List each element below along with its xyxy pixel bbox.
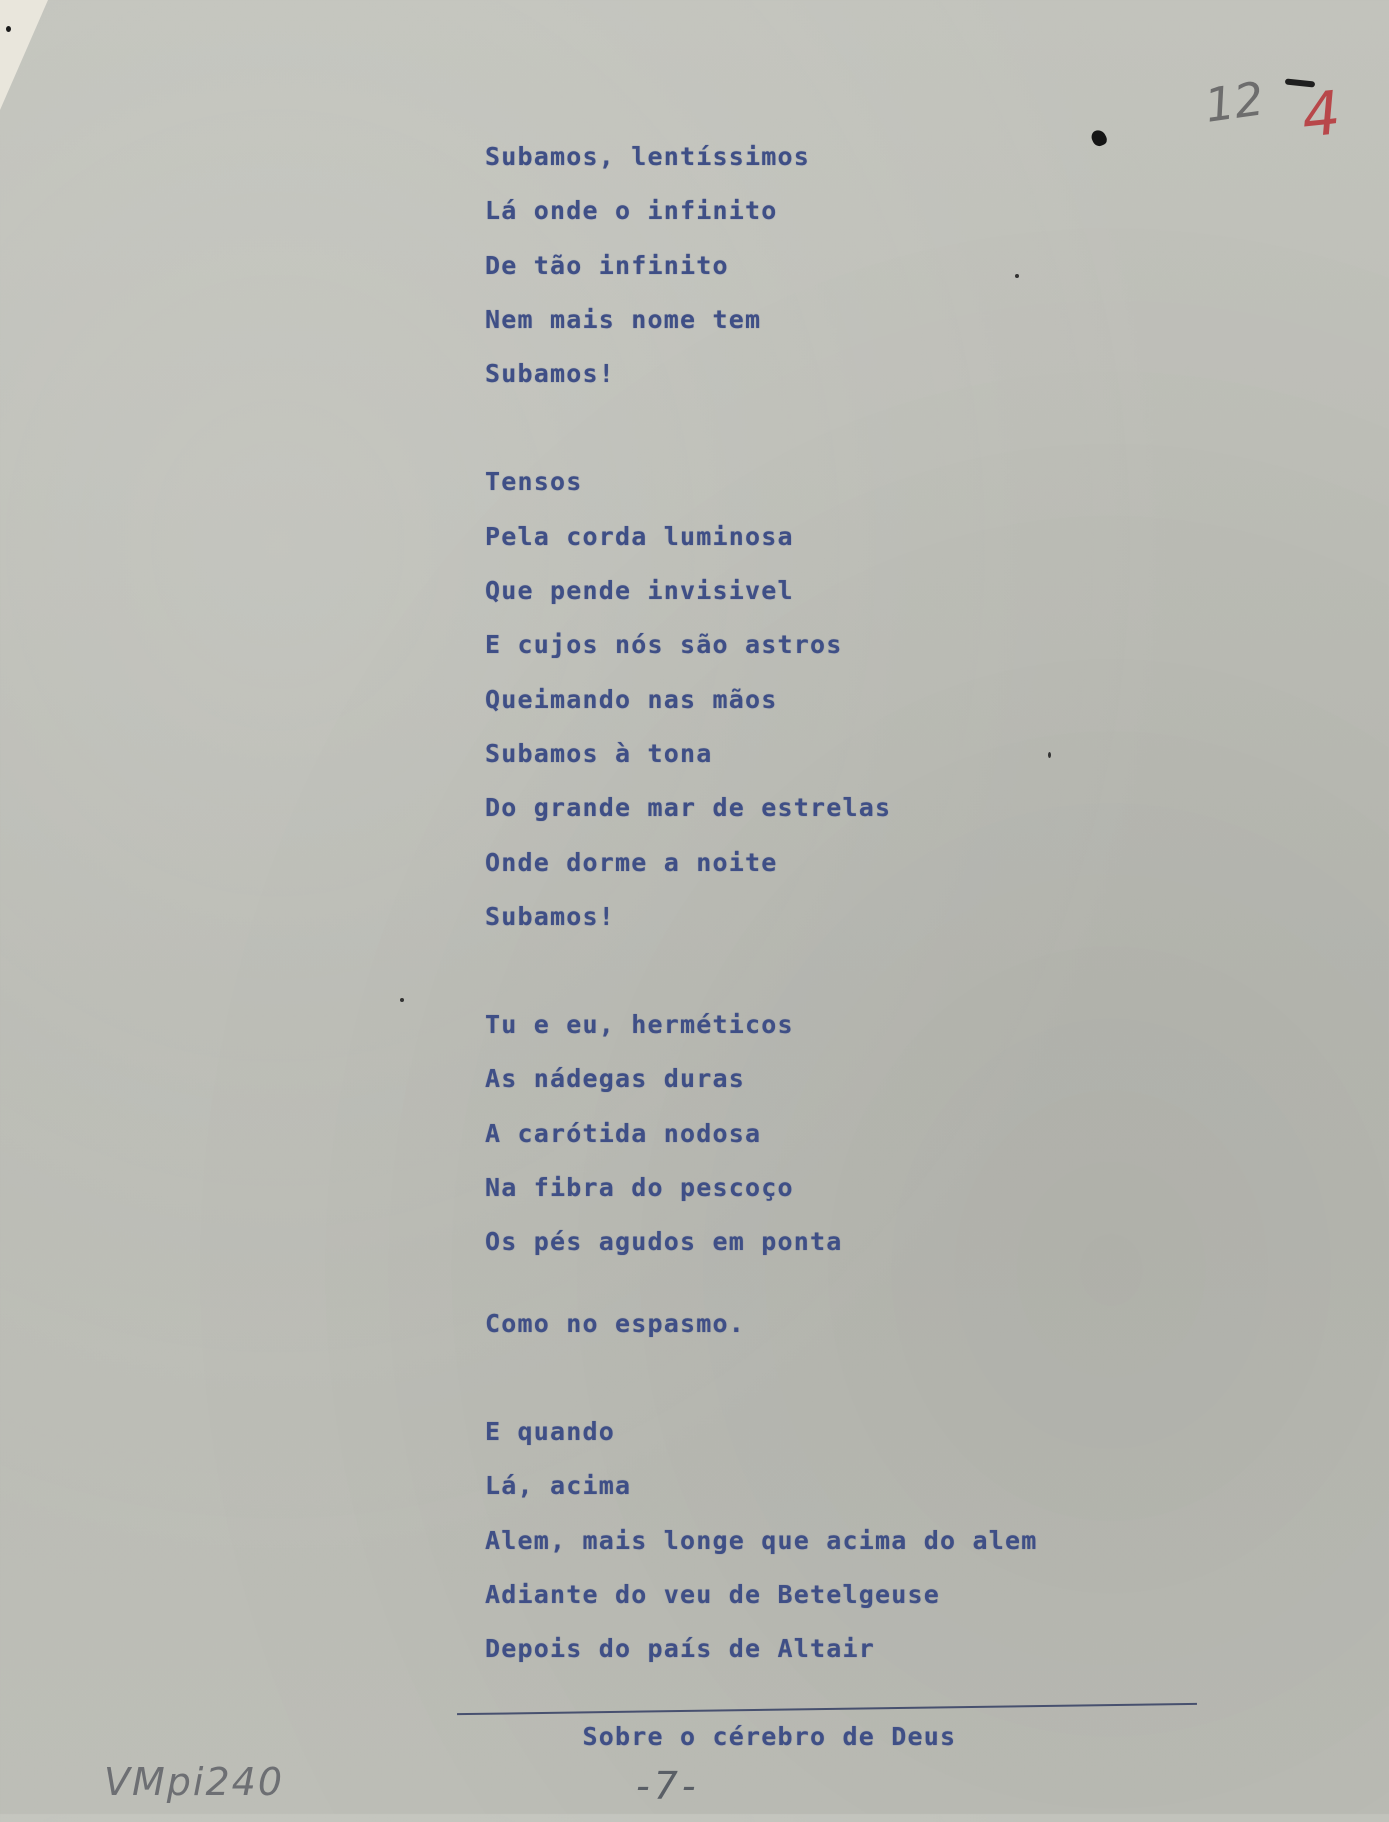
poem-line: Os pés agudos em ponta (485, 1227, 843, 1257)
poem-line: E quando (485, 1416, 616, 1446)
corner-speck (6, 26, 11, 32)
poem-line: Tensos (485, 467, 583, 497)
poem-line: Lá onde o infinito (485, 196, 778, 226)
red-pencil-annotation: 4 (1298, 78, 1344, 152)
poem-line: E cujos nós são astros (485, 630, 843, 660)
archive-reference-mark: VMpi240 (104, 1760, 284, 1804)
stanza-break (485, 954, 1185, 1008)
poem-line: Subamos à tona (485, 738, 713, 768)
paper-speck (400, 998, 404, 1002)
poem-line: Onde dorme a noite (485, 847, 778, 877)
handwritten-page-number: 12 (1201, 71, 1268, 133)
poem-line: Depois do país de Altair (485, 1634, 876, 1664)
poem-line: Lá, acima (485, 1471, 632, 1501)
stanza-break (485, 1361, 1185, 1415)
poem-line: Subamos, lentíssimos (485, 142, 811, 171)
poem-line: Nem mais nome tem (485, 304, 762, 334)
poem-line: Subamos! (485, 359, 616, 389)
poem-line-text: Sobre o cérebro de Deus (582, 1722, 957, 1752)
strikethrough-line (457, 1703, 1197, 1715)
line-break (485, 1280, 1185, 1307)
stanza-break (485, 411, 1185, 465)
poem-line: Adiante do veu de Betelgeuse (485, 1579, 941, 1609)
poem-line: As nádegas duras (485, 1064, 746, 1094)
poem-line: Tu e eu, herméticos (485, 1010, 794, 1040)
poem-line: Queimando nas mãos (485, 684, 778, 714)
poem-line: Do grande mar de estrelas (485, 793, 892, 823)
folio-number: -7- (636, 1764, 700, 1808)
poem-line: Que pende invisivel (485, 576, 794, 606)
torn-corner (0, 0, 48, 110)
poem-line: Como no espasmo. (485, 1308, 746, 1338)
struck-poem-line (485, 1686, 1185, 1752)
poem-line: Subamos! (485, 901, 616, 931)
poem-line: A carótida nodosa (485, 1118, 762, 1148)
poem-line: Pela corda luminosa (485, 521, 794, 551)
poem-line: Alem, mais longe que acima do alem (485, 1525, 1038, 1555)
poem-line: De tão infinito (485, 250, 729, 280)
poem-line: Na fibra do pescoço (485, 1173, 794, 1203)
typewritten-poem (485, 140, 1185, 1752)
